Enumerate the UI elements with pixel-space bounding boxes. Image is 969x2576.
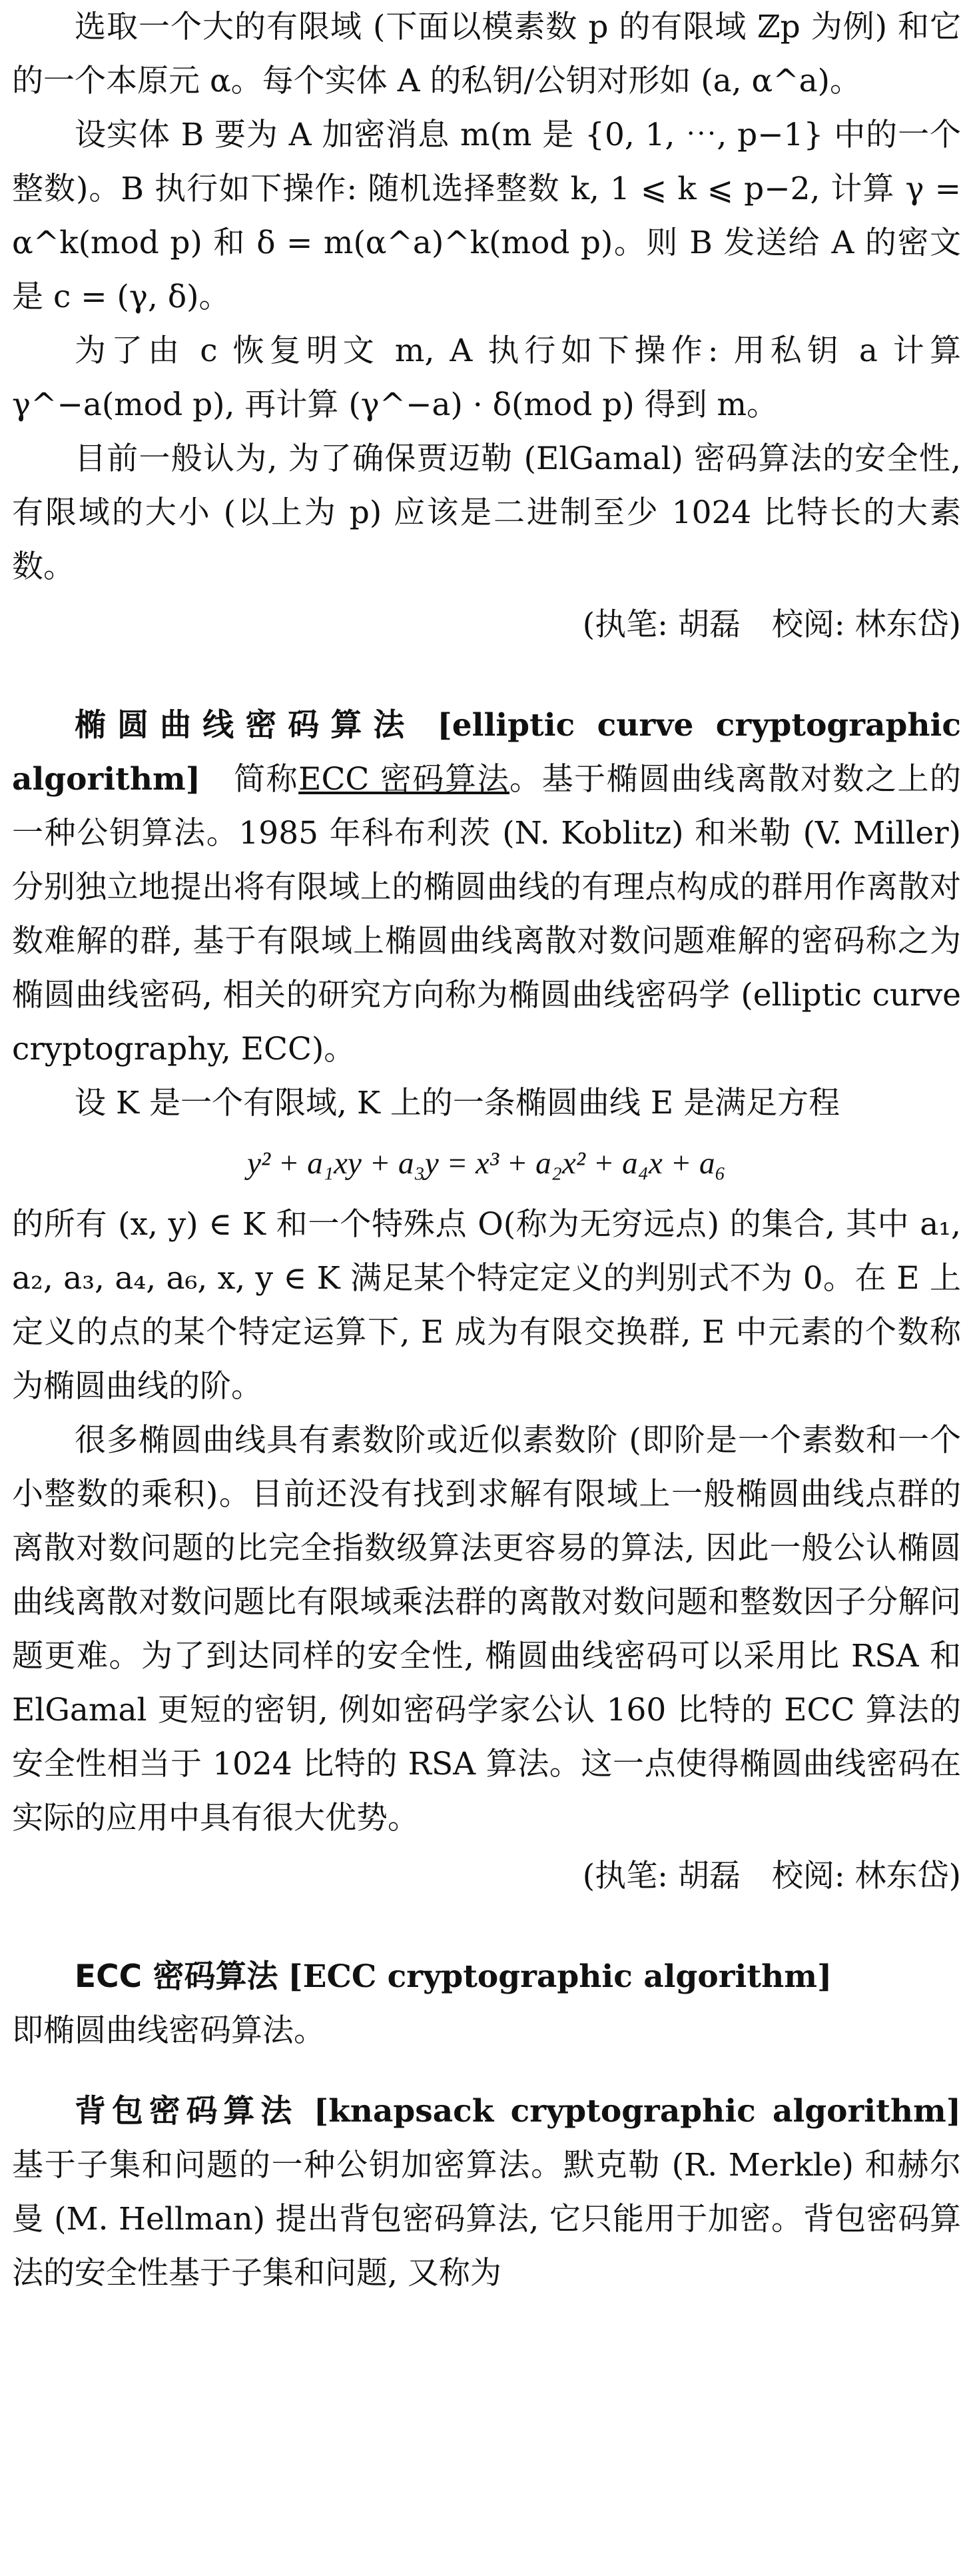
ecc-entry-paragraph-1 [12,698,961,1076]
ecc-short-entry-title: ECC 密码算法 [75,1958,278,1995]
ecc-entry-short-prefix: 简称 [234,761,299,798]
ecc-short-entry-body: 即椭圆曲线密码算法。 [12,2012,325,2049]
ecc-short-entry-english-title: [ECC cryptographic algorithm] [288,1958,832,1995]
knapsack-entry-body: 基于子集和问题的一种公钥加密算法。默克勒 (R. Merkle) 和赫尔曼 (M. Hellman) 提出背包密码算法, 它只能用于加密。背包密码算法的安全性基于子集和问题, 又称为 [12,2147,961,2291]
ecc-entry-paragraph-3: 的所有 (x, y) ∈ K 和一个特殊点 O(称为无穷远点) 的集合, 其中 a₁, a₂, a₃, a₄, a₆, x, y ∈ K 满足某个特定定义的判别式不为 0。在 E 上定义的点的某个特定运算下, E 成为有限交换群, E 中元素的个数称为椭圆曲线的阶。 [12,1206,961,1405]
ecc-entry [12,698,961,1903]
entry-spacer [12,2058,961,2084]
elliptic-curve-equation: y² + a₁xy + a₃y = x³ + a₂x² + a₄x + a₆ [247,1146,726,1181]
ecc-short-entry-header [12,1950,961,2004]
ecc-entry-paragraph-2: 设 K 是一个有限域, K 上的一条椭圆曲线 E 是满足方程 [75,1085,840,1121]
elgamal-paragraph-2: 设实体 B 要为 A 加密消息 m(m 是 {0, 1, ⋯, p−1} 中的一个整数)。B 执行如下操作: 随机选择整数 k, 1 ⩽ k ⩽ p−2, 计算 γ = α^k(mod p) 和 δ = m(α^a)^k(mod p)。则 B 发送给 A 的密文是 c = (γ, δ)。 [12,117,961,315]
ecc-cross-reference-link[interactable]: ECC 密码算法 [298,761,510,798]
ecc-entry-body-1: 。基于椭圆曲线离散对数之上的一种公钥算法。1985 年科布利茨 (N. Koblitz) 和米勒 (V. Miller) 分别独立地提出将有限域上的椭圆曲线的有理点构成的群用作离散对数难解的群, 基于有限域上椭圆曲线离散对数问题难解的密码称之为椭圆曲线密码, 相关的研究方向称为椭圆曲线密码学 (elliptic curve cryptography, ECC)。 [12,761,962,1067]
ecc-entry-english-title: [elliptic curve cryptographic algorithm] [12,707,961,798]
elgamal-section [12,0,961,652]
knapsack-entry-english-title: [knapsack cryptographic algorithm] [313,2093,961,2130]
elgamal-paragraph-3: 为了由 c 恢复明文 m, A 执行如下操作: 用私钥 a 计算 γ^−a(mod p), 再计算 (γ^−a) · δ(mod p) 得到 m。 [12,332,961,423]
ecc-entry-title: 椭圆曲线密码算法 [75,707,416,744]
ecc-entry-signature: (执笔: 胡磊 校阅: 林东岱) [582,1858,961,1894]
elgamal-paragraph-1: 选取一个大的有限域 (下面以模素数 p 的有限域 ℤp 为例) 和它的一个本原元 α。每个实体 A 的私钥/公钥对形如 (a, α^a)。 [12,9,961,99]
knapsack-entry-paragraph [12,2084,961,2300]
elgamal-paragraph-4: 目前一般认为, 为了确保贾迈勒 (ElGamal) 密码算法的安全性, 有限域的大小 (以上为 p) 应该是二进制至少 1024 比特长的大素数。 [12,440,961,585]
elgamal-signature: (执笔: 胡磊 校阅: 林东岱) [582,606,961,643]
knapsack-entry-title: 背包密码算法 [75,2093,298,2130]
ecc-entry-paragraph-4: 很多椭圆曲线具有素数阶或近似素数阶 (即阶是一个素数和一个小整数的乘积)。目前还没有找到求解有限域上一般椭圆曲线点群的离散对数问题的比完全指数级算法更容易的算法, 因此一般公认椭圆曲线离散对数问题比有限域乘法群的离散对数问题和整数因子分解问题更难。为了到达同样的安全性, 椭圆曲线密码可以采用比 RSA 和 ElGamal 更短的密钥, 例如密码学家公认 160 比特的 ECC 算法的安全性相当于 1024 比特的 RSA 算法。这一点使得椭圆曲线密码在实际的应用中具有很大优势。 [12,1422,961,1836]
knapsack-entry [12,2084,961,2300]
ecc-short-entry [12,1950,961,2058]
